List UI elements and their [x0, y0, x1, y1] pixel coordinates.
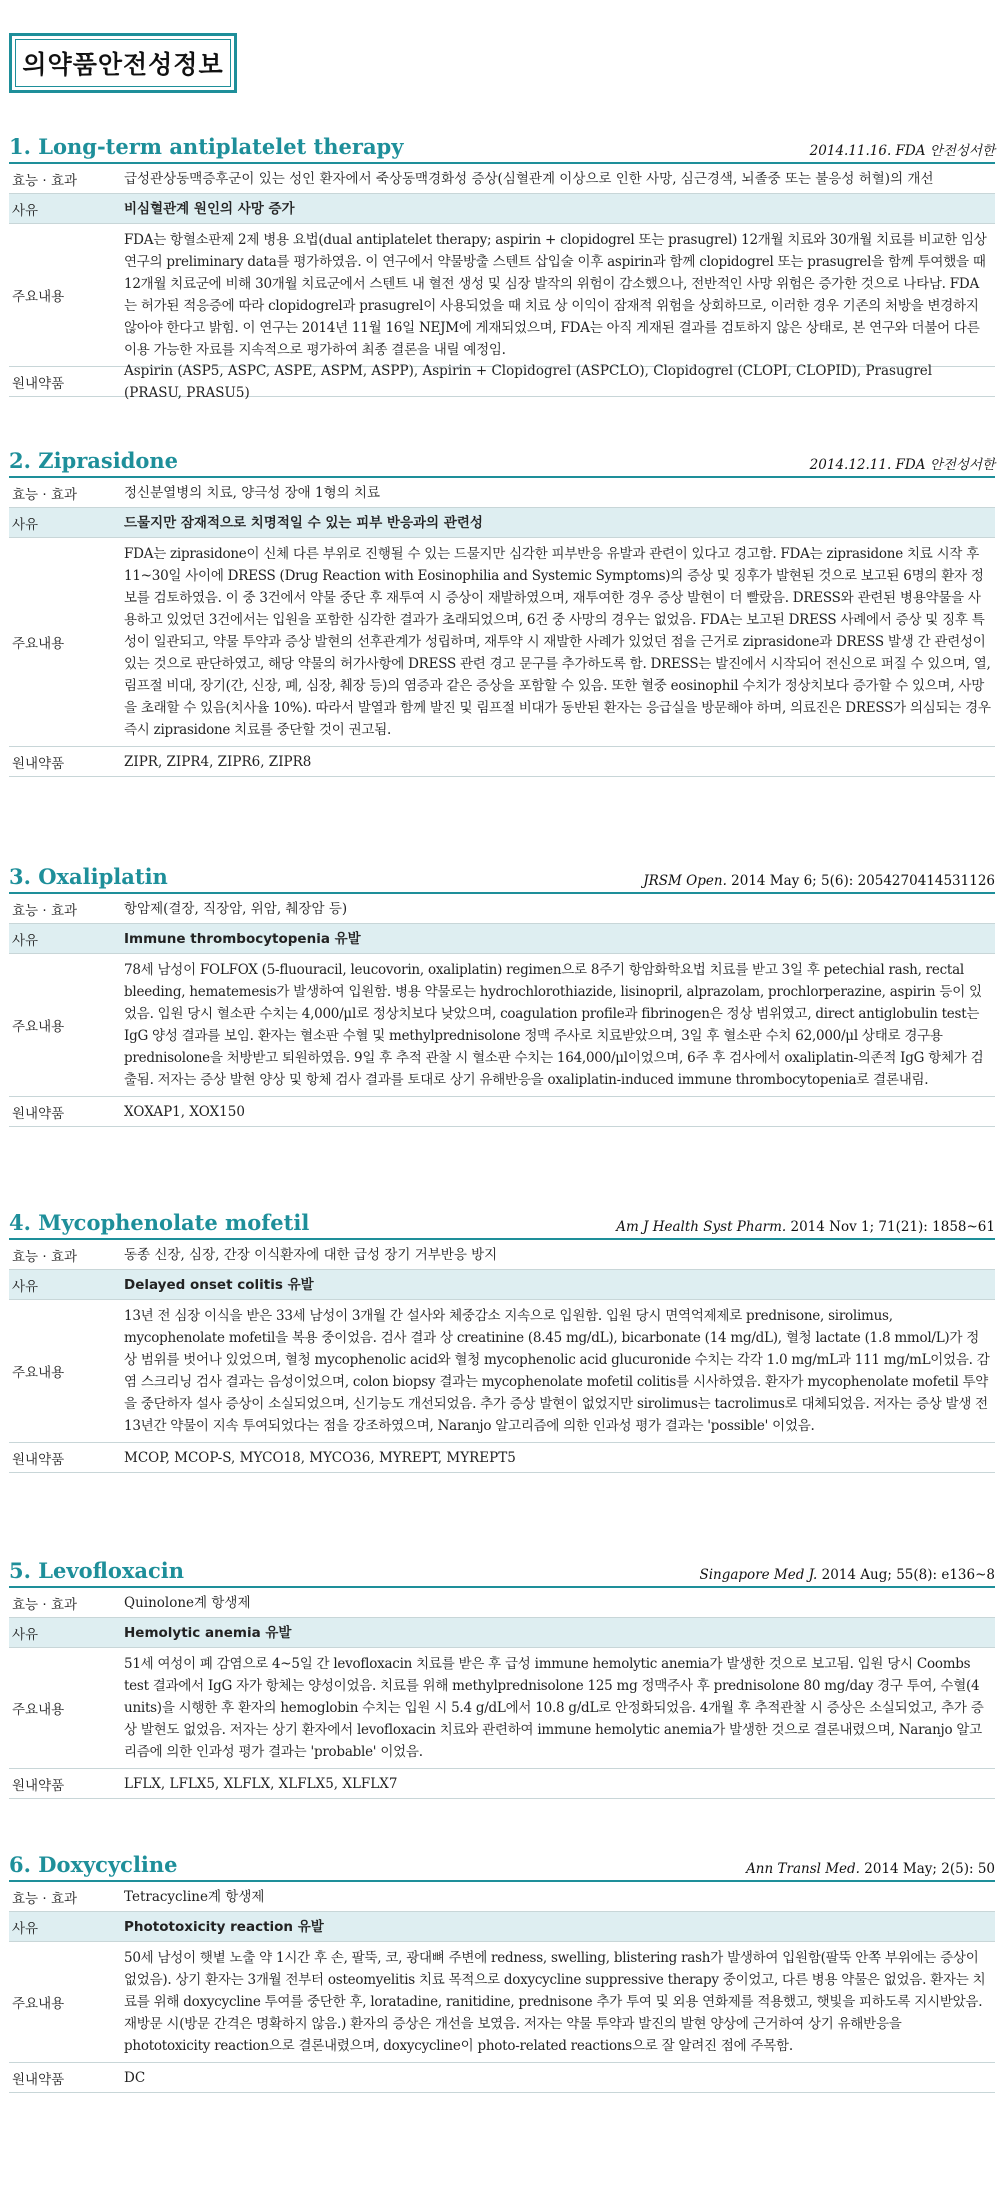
main-label: 주요내용: [12, 636, 65, 652]
journal-name: JRSM Open.: [643, 873, 727, 889]
effect-row: [9, 1240, 995, 1270]
reason-row: [9, 194, 995, 224]
reason-value: Phototoxicity reaction 유발: [124, 1918, 324, 1935]
section-title: 1. Long-term antiplatelet therapy: [9, 134, 404, 159]
main-value: FDA는 ziprasidone이 신체 다른 부위로 진행될 수 있는 드물지만 심각한 피부반응 유발과 관련이 있다고 경고함. FDA는 ziprasidone 치료 시작 후 11~30일 사이에 DRESS (Drug Reaction with Eosinophilia and Systemic Symptoms)의 증상 및 징후가 발현된 것으로 보고된 6명의 환자 정보를 검토하였음. 이 중 3건에서 약물 중단 후 재투여 시 증상이 재발하였으며, 재투여한 경우 증상 발현이 더 빨랐음. DRESS와 관련된 병용약물을 사용하고 있었던 3건에서는 입원을 포함한 심각한 결과가 초래되었으며, 6건 중 사망의 경우는 없었음. FDA는 보고된 DRESS 사례에서 증상 및 징후 특성이 일관되고, 약물 투약과 증상 발현의 선후관계가 성립하며, 재투약 시 재발한 사례가 있었던 점을 근거로 ziprasidone과 DRESS 발생 간 관련성이 있는 것으로 판단하였고, 해당 약물의 허가사항에 DRESS 관련 경고 문구를 추가하도록 함. DRESS는 발진에서 시작되어 전신으로 퍼질 수 있으며, 열, 림프절 비대, 장기(간, 신장, 폐, 심장, 췌장 등)의 염증과 같은 증상을 포함할 수 있음. 또한 혈중 eosinophil 수치가 정상치보다 증가할 수 있으며, 사망을 초래할 수 있음(치사율 10%). 따라서 발열과 함께 발진 및 림프절 비대가 동반된 환자는 응급실을 방문해야 하며, 의료진은 DRESS가 의심되는 경우 즉시 ziprasidone 치료를 중단할 것이 권고됨.: [124, 546, 991, 738]
reason-row: [9, 1618, 995, 1648]
reason-label: 사유: [12, 202, 39, 219]
drugs-value: XOXAP1, XOX150: [124, 1103, 245, 1120]
reason-value: 드물지만 잠재적으로 치명적일 수 있는 피부 반응과의 관련성: [124, 514, 483, 531]
main-value: 51세 여성이 폐 감염으로 4~5일 간 levofloxacin 치료를 받은 후 급성 immune hemolytic anemia가 발생한 것으로 보고됨. 입원 당시 Coombs test 결과에서 IgG 자가 항체는 양성이었음. 치료를 위해 methylprednisolone 125 mg 정맥주사 후 prednisolone 80 mg/day 경구 투여, 수혈(4 units)을 시행한 후 환자의 hemoglobin 수치는 입원 시 5.4 g/dL에서 10.8 g/dL로 안정화되었음. 4개월 후 추적관찰 시 증상은 소실되었고, 추가 증상 발현도 없었음. 저자는 상기 환자에서 levofloxacin 치료와 관련하여 immune hemolytic anemia가 발생한 것으로 결론내렸으며, Naranjo 알고리즘에 의한 인과성 평가 결과는 'probable' 이었음.: [124, 1656, 984, 1760]
main-label: 주요내용: [12, 1702, 65, 1718]
main-value: 78세 남성이 FOLFOX (5-fluouracil, leucovorin, oxaliplatin) regimen으로 8주기 항암화학요법 치료를 받고 3일 후 petechial rash, rectal bleeding, hematemesis가 발생하여 입원함. 병용 약물로는 hydrochlorothiazide, lisinopril, alprazolam, prochlorperazine, aspirin 등이 있었음. 입원 당시 혈소판 수치는 4,000/μl로 정상치보다 낮았으며, coagulation profile과 fibrinogen은 정상 범위였고, direct antiglobulin test는 IgG 양성 결과를 보임. 환자는 혈소판 수혈 및 methylprednisolone 정맥 주사로 치료받았으며, 3일 후 혈소판 수치 62,000/μl 상태로 경구용 prednisolone을 처방받고 퇴원하였음. 9일 후 추적 관찰 시 혈소판 수치는 164,000/μl이었으며, 6주 후 검사에서 oxaliplatin-의존적 IgG 항체가 검출됨. 저자는 증상 발현 양상 및 항체 검사 결과를 토대로 상기 유해반응을 oxaliplatin-induced immune thrombocytopenia로 결론내림.: [124, 962, 984, 1088]
main-label: 주요내용: [12, 1365, 65, 1381]
main-row: [9, 224, 995, 367]
effect-label: 효능 · 효과: [12, 902, 78, 919]
drugs-value: LFLX, LFLX5, XLFLX, XLFLX5, XLFLX7: [124, 1775, 398, 1792]
section-title: 3. Oxaliplatin: [9, 864, 168, 889]
section-title: 6. Doxycycline: [9, 1852, 178, 1877]
section-header: [9, 1854, 995, 1882]
drugs-value: Aspirin (ASP5, ASPC, ASPE, ASPM, ASPP), Aspirin + Clopidogrel (ASPCLO), Clopidogrel (CLOPI, CLOPID), Prasugrel (PRASU, PRASU5): [124, 362, 933, 401]
section-long-term-antiplatelet-therapy: [9, 134, 995, 401]
section-header: [9, 1212, 995, 1240]
page-title: 의약품안전성정보: [15, 39, 231, 87]
effect-row: [9, 1882, 995, 1912]
section-title: 5. Levofloxacin: [9, 1558, 185, 1583]
section-title: 4. Mycophenolate mofetil: [9, 1210, 310, 1235]
main-label: 주요내용: [12, 289, 65, 305]
citation-detail: 2014 Aug; 55(8): e136~8: [817, 1567, 995, 1583]
section-levofloxacin: [9, 1560, 995, 1799]
drugs-label: 원내약품: [12, 1451, 65, 1468]
reason-row: [9, 508, 995, 538]
section-mycophenolate-mofetil: [9, 1212, 995, 1473]
effect-row: [9, 478, 995, 508]
main-row: [9, 1300, 995, 1443]
reason-row: [9, 1912, 995, 1942]
main-row: [9, 954, 995, 1097]
section-ziprasidone: [9, 450, 995, 777]
main-label: 주요내용: [12, 1019, 65, 1035]
reason-value: Hemolytic anemia 유발: [124, 1624, 292, 1641]
effect-label: 효능 · 효과: [12, 1890, 78, 1907]
main-row: [9, 1942, 995, 2063]
reason-value: Delayed onset colitis 유발: [124, 1276, 314, 1293]
drugs-row: [9, 747, 995, 777]
effect-row: [9, 164, 995, 194]
drugs-value: MCOP, MCOP-S, MYCO18, MYCO36, MYREPT, MYREPT5: [124, 1449, 516, 1466]
section-oxaliplatin: [9, 866, 995, 1127]
drugs-row: [9, 362, 995, 401]
reason-label: 사유: [12, 1626, 39, 1643]
section-source: 2014.11.16. FDA 안전성서한: [809, 143, 995, 159]
effect-row: [9, 894, 995, 924]
effect-label: 효능 · 효과: [12, 1596, 78, 1613]
journal-name: Singapore Med J.: [699, 1567, 818, 1583]
reason-label: 사유: [12, 1920, 39, 1937]
section-title: 2. Ziprasidone: [9, 448, 179, 473]
drugs-row: [9, 2063, 995, 2093]
section-source: [699, 1567, 995, 1583]
effect-value: 동종 신장, 심장, 간장 이식환자에 대한 급성 장기 거부반응 방지: [124, 1246, 498, 1263]
effect-value: 급성관상동맥증후군이 있는 성인 환자에서 죽상동맥경화성 증상(심혈관계 이상으로 인한 사망, 심근경색, 뇌졸중 또는 불응성 허혈)의 개선: [124, 170, 934, 187]
citation-detail: 2014 May; 2(5): 50: [859, 1861, 995, 1877]
reason-value: Immune thrombocytopenia 유발: [124, 930, 361, 947]
drugs-row: [9, 1443, 995, 1473]
effect-label: 효능 · 효과: [12, 1248, 78, 1265]
drugs-label: 원내약품: [12, 375, 65, 392]
citation-detail: 2014 May 6; 5(6): 2054270414531126: [726, 873, 995, 889]
journal-name: Am J Health Syst Pharm.: [616, 1219, 787, 1235]
reason-row: [9, 1270, 995, 1300]
drugs-label: 원내약품: [12, 2071, 65, 2088]
main-value: 13년 전 심장 이식을 받은 33세 남성이 3개월 간 설사와 체중감소 지속으로 입원함. 입원 당시 면역억제제로 prednisone, sirolimus, mycophenolate mofetil을 복용 중이었음. 검사 결과 상 creatinine (8.45 mg/dL), bicarbonate (14 mg/dL), 혈청 lactate (1.8 mmol/L)가 정상 범위를 벗어나 있었으며, 혈청 mycophenolic acid와 혈청 mycophenolic acid glucuronide 수치는 각각 1.0 mg/mL과 111 mg/mL이었음. 감염 스크리닝 검사 결과는 음성이었으며, colon biopsy 결과는 mycophenolate mofetil colitis를 시사하였음. 환자가 mycophenolate mofetil 투약을 중단하자 설사 증상이 소실되었으며, 신기능도 개선되었음. 추가 증상 발현이 없었지만 sirolimus는 tacrolimus로 대체되었음. 저자는 증상 발생 전 13년간 약물이 지속 투여되었다는 점을 강조하였으며, Naranjo 알고리즘에 의한 인과성 평가 결과는 'possible' 이었음.: [124, 1308, 990, 1434]
section-doxycycline: [9, 1854, 995, 2093]
section-header: [9, 866, 995, 894]
journal-name: Ann Transl Med.: [746, 1861, 860, 1877]
section-header: [9, 450, 995, 478]
reason-label: 사유: [12, 1278, 39, 1295]
drugs-label: 원내약품: [12, 755, 65, 772]
drugs-label: 원내약품: [12, 1105, 65, 1122]
effect-value: Quinolone계 항생제: [124, 1594, 251, 1611]
effect-value: Tetracycline계 항생제: [124, 1888, 265, 1905]
effect-row: [9, 1588, 995, 1618]
section-source: [746, 1861, 995, 1877]
drugs-row: [9, 1769, 995, 1799]
main-row: [9, 538, 995, 747]
section-source: [643, 873, 995, 889]
effect-value: 항암제(결장, 직장암, 위암, 췌장암 등): [124, 900, 348, 917]
main-value: FDA는 항혈소판제 2제 병용 요법(dual antiplatelet therapy; aspirin + clopidogrel 또는 prasugrel) 12개월 치료와 30개월 치료를 비교한 임상 연구의 preliminary data를 평가하였음. 이 연구에서 약물방출 스텐트 삽입술 이후 aspirin과 함께 clopidogrel 또는 prasugrel을 함께 투여했을 때 12개월 치료군에 비해 30개월 치료군에서 스텐트 내 혈전 생성 및 심장 발작의 위험이 감소했으나, 전반적인 사망 위험은 증가한 것으로 나타남. FDA는 허가된 적응증에 따라 clopidogrel과 prasugrel이 사용되었을 때 치료 상 이익이 잠재적 위험을 상회하므로, 이러한 경우 기존의 처방을 변경하지 않아야 한다고 밝힘. 이 연구는 2014년 11월 16일 NEJM에 게재되었으며, FDA는 아직 게재된 결과를 검토하지 않은 상태로, 본 연구와 더불어 다른 이용 가능한 자료를 지속적으로 평가하여 최종 결론을 내릴 예정임.: [124, 232, 987, 358]
reason-value: 비심혈관계 원인의 사망 증가: [124, 200, 295, 217]
section-source: 2014.12.11. FDA 안전성서한: [809, 457, 995, 473]
citation-detail: 2014 Nov 1; 71(21): 1858~61: [786, 1219, 995, 1235]
reason-row: [9, 924, 995, 954]
drugs-row: [9, 1097, 995, 1127]
main-value: 50세 남성이 햇볕 노출 약 1시간 후 손, 팔뚝, 코, 광대뼈 주변에 redness, swelling, blistering rash가 발생하여 입원함(팔뚝 안쪽 부위에는 증상이 없었음). 상기 환자는 3개월 전부터 osteomyelitis 치료 목적으로 doxycycline suppressive therapy 중이었고, 다른 병용 약물은 없었음. 환자는 치료를 위해 doxycycline 투여를 중단한 후, loratadine, ranitidine, prednisone 추가 투여 및 외용 연화제를 적용했고, 햇빛을 피하도록 지시받았음. 재방문 시(방문 간격은 명확하지 않음.) 환자의 증상은 개선을 보였음. 저자는 약물 투약과 발진의 발현 양상에 근거하여 상기 유해반응을 phototoxicity reaction으로 결론내렸으며, doxycycline이 photo-related reactions으로 잘 알려진 점에 주목함.: [124, 1950, 986, 2054]
drugs-value: ZIPR, ZIPR4, ZIPR6, ZIPR8: [124, 753, 312, 770]
page-title-box: [9, 33, 237, 93]
section-header: [9, 136, 995, 164]
main-label: 주요내용: [12, 1996, 65, 2012]
section-header: [9, 1560, 995, 1588]
drugs-label: 원내약품: [12, 1777, 65, 1794]
main-row: [9, 1648, 995, 1769]
effect-value: 정신분열병의 치료, 양극성 장애 1형의 치료: [124, 484, 381, 501]
effect-label: 효능 · 효과: [12, 486, 78, 503]
reason-label: 사유: [12, 932, 39, 949]
drugs-value: DC: [124, 2069, 146, 2086]
section-source: [616, 1219, 995, 1235]
reason-label: 사유: [12, 516, 39, 533]
effect-label: 효능 · 효과: [12, 172, 78, 189]
